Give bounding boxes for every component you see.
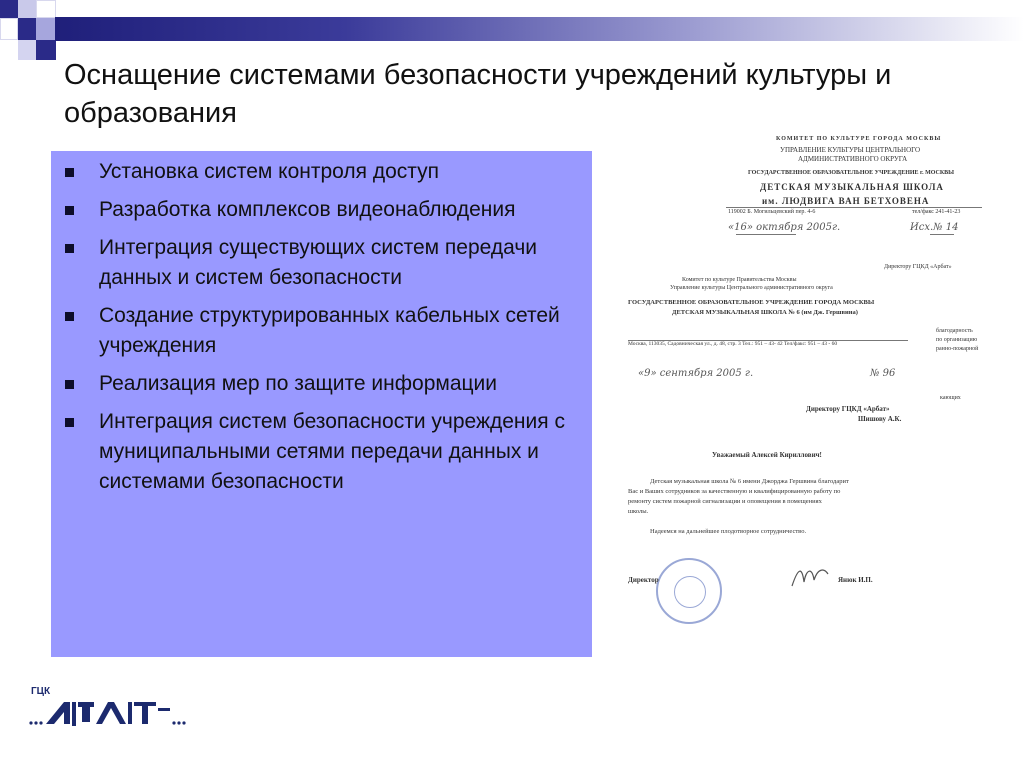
bullet-text: Разработка комплексов видеонаблюдения — [99, 198, 516, 221]
letter2-date: «9» сентября 2005 г. — [638, 368, 754, 379]
letter2-recipient: Шишову А.К. — [858, 415, 902, 423]
letter2-body: ремонту систем пожарной сигнализации и оповещения в помещениях — [628, 498, 822, 505]
square-bullet-icon — [65, 206, 74, 215]
letter2-side-text: кающих — [940, 395, 961, 401]
logo-label: ГЦК — [31, 686, 51, 697]
deco-square — [18, 40, 36, 60]
bullet-panel — [51, 151, 592, 657]
bullet-text: Установка систем контроля доступ — [99, 160, 439, 183]
deco-square — [0, 0, 18, 18]
letter2-addressee-org: Директору ГЦКД «Арбат» — [884, 264, 952, 270]
deco-square — [36, 40, 56, 60]
letter2-signer-name: Янюк И.П. — [838, 576, 873, 584]
letter2-greeting: Уважаемый Алексей Кириллович! — [712, 451, 822, 459]
bullet-item — [51, 301, 592, 361]
bullet-list — [51, 157, 592, 505]
letter2-signer-role: Директор — [628, 576, 659, 584]
square-bullet-icon — [65, 168, 74, 177]
letter2-address: Москва, 113035, Садовническая ул., д. 48, стр. 3 Тел.: 951 – 43- 42 Тел/факс: 951 – 43 - 60 — [628, 341, 838, 347]
slide-title: Оснащение системами безопасности учреждений культуры и образования — [64, 59, 892, 129]
arbat-logo-graphic — [28, 686, 190, 734]
square-bullet-icon — [65, 380, 74, 389]
header-gradient-bar — [55, 17, 1024, 41]
gck-arbat-logo — [28, 686, 190, 734]
letter2-school: ДЕТСКАЯ МУЗЫКАЛЬНАЯ ШКОЛА № 6 (им Дж. Гершвина) — [672, 309, 858, 316]
bullet-item — [51, 233, 592, 293]
square-bullet-icon — [65, 244, 74, 253]
letter2-side-text: благодарность — [936, 328, 973, 334]
deco-square — [18, 18, 36, 40]
letter1-rule — [930, 234, 954, 235]
letter2-number: № 96 — [870, 368, 896, 379]
square-bullet-icon — [65, 312, 74, 321]
letter1-department: АДМИНИСТРАТИВНОГО ОКРУГА — [798, 155, 908, 163]
bullet-text: Интеграция систем безопасности учреждения с муниципальными сетями передачи данных и системами безопасности — [99, 410, 565, 493]
bullet-text: Интеграция существующих систем передачи данных и систем безопасности — [99, 236, 538, 289]
letter1-committee: КОМИТЕТ ПО КУЛЬТУРЕ ГОРОДА МОСКВЫ — [776, 136, 942, 142]
letter2-department: Управление культуры Центрального административного округа — [670, 285, 833, 291]
letter2-side-text: по организацию — [936, 337, 978, 343]
letter2-body: школы. — [628, 508, 649, 515]
letter1-outgoing-number: Исх.№ 14 — [910, 222, 959, 233]
letter2-body: Детская музыкальная школа № 6 имени Джорджа Гершвина благодарит — [650, 478, 849, 485]
bullet-item — [51, 407, 592, 497]
signature — [788, 562, 832, 592]
letter2-institution: ГОСУДАРСТВЕННОЕ ОБРАЗОВАТЕЛЬНОЕ УЧРЕЖДЕНИЕ ГОРОДА МОСКВЫ — [628, 299, 875, 306]
bullet-text: Создание структурированных кабельных сетей учреждения — [99, 304, 560, 357]
letter2-closing: Надеемся на дальнейшее плодотворное сотрудничество. — [650, 528, 807, 535]
letter1-rule — [726, 207, 982, 208]
letter1-rule — [736, 234, 796, 235]
deco-square — [36, 0, 56, 18]
letter1-address: 119002 Б. Могильцевский пер. 4-6 — [728, 209, 816, 215]
letter1-department: УПРАВЛЕНИЕ КУЛЬТУРЫ ЦЕНТРАЛЬНОГО — [780, 146, 921, 154]
bullet-text: Реализация мер по защите информации — [99, 372, 497, 395]
letter1-school: ДЕТСКАЯ МУЗЫКАЛЬНАЯ ШКОЛА — [760, 182, 944, 192]
scanned-letters-image — [598, 128, 990, 638]
letter2-side-text: ранно-пожарной — [936, 346, 979, 352]
bullet-item — [51, 157, 592, 187]
letter2-recipient: Директору ГЦКД «Арбат» — [806, 405, 890, 413]
deco-square — [36, 18, 56, 40]
deco-square — [0, 18, 18, 40]
letter1-phone: тел/факс 241-41-23 — [912, 209, 961, 215]
letter2-committee: Комитет по культуре Правительства Москвы — [682, 277, 797, 283]
square-bullet-icon — [65, 418, 74, 427]
bullet-item — [51, 195, 592, 225]
official-stamp — [656, 558, 722, 624]
letter1-school: им. ЛЮДВИГА ВАН БЕТХОВЕНА — [762, 196, 930, 206]
letter2-body: Вас и Ваших сотрудников за качественную и квалифицированную работу по — [628, 488, 841, 495]
bullet-item — [51, 369, 592, 399]
deco-square — [18, 0, 36, 18]
letter1-date: «16» октября 2005г. — [728, 222, 841, 233]
letter1-institution: ГОСУДАРСТВЕННОЕ ОБРАЗОВАТЕЛЬНОЕ УЧРЕЖДЕНИЕ г. МОСКВЫ — [748, 170, 955, 176]
